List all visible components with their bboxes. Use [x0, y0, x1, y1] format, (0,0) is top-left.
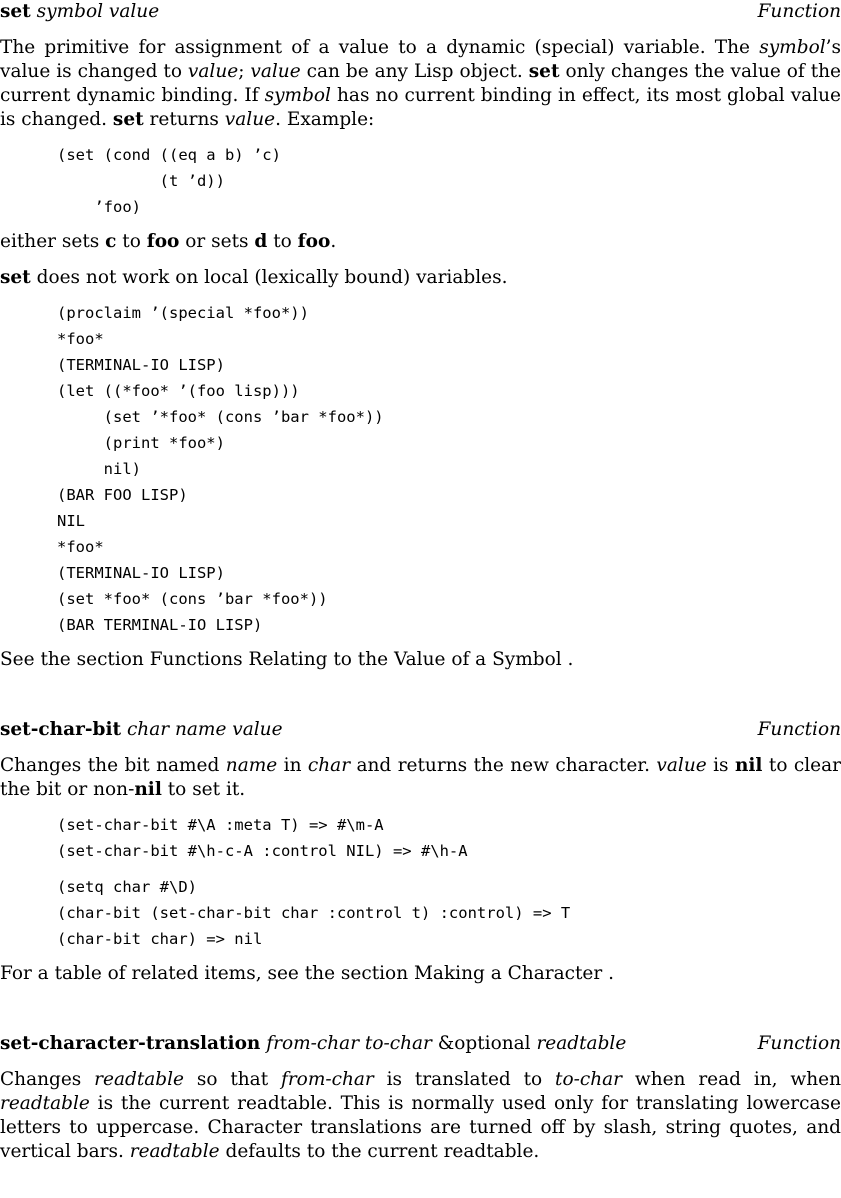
- text-run: defaults to the current readtable.: [219, 1141, 540, 1162]
- text-run: in: [277, 755, 308, 776]
- italic-term: value: [224, 109, 276, 130]
- function-args: char name value: [126, 719, 283, 740]
- function-args: [266, 1033, 626, 1054]
- code-example: (proclaim ’(special *foo*)) *foo* (TERMINAL-IO LISP) (let ((*foo* ’(foo lisp))) (set ’*foo* (cons ’bar *foo*)) (print *foo*) nil) (BAR FOO LISP) NIL *foo* (TERMINAL-IO LISP) (set *foo* (cons ’bar *foo*)) (BAR TERMINAL-IO LISP): [57, 304, 384, 634]
- entry-kind: Function: [757, 719, 841, 740]
- entry-set-char-bit: [0, 718, 841, 986]
- italic-term: to-char: [555, 1069, 623, 1090]
- italic-term: name: [225, 755, 278, 776]
- text-run: is the current readtable. This is normally used only for translating lowercase letters to uppercase. Character translations are turned off by slash, string quotes, and vertical bars.: [0, 1093, 841, 1162]
- italic-term: value: [656, 755, 707, 776]
- italic-term: from-char to-char: [266, 1033, 432, 1054]
- text-run: either sets: [0, 231, 106, 252]
- text-run: &optional: [431, 1033, 537, 1054]
- text-run: is translated to: [373, 1069, 556, 1090]
- function-args: symbol value: [36, 1, 160, 22]
- text-run: returns: [143, 109, 225, 130]
- entry-heading: [0, 1032, 841, 1056]
- bold-term: foo: [297, 231, 331, 252]
- code-example: (set (cond ((eq a b) ’c) (t ’d)) ’foo): [57, 146, 281, 216]
- bold-term: set: [112, 109, 144, 130]
- description-paragraph: [0, 1068, 841, 1164]
- italic-term: symbol: [264, 85, 331, 106]
- code-example: (setq char #\D) (char-bit (set-char-bit char :control t) :control) => T (char-bit char) => nil: [57, 878, 571, 948]
- italic-term: readtable: [536, 1033, 627, 1054]
- bold-term: c: [105, 231, 117, 252]
- description-paragraph: [0, 230, 841, 254]
- bold-term: d: [254, 231, 268, 252]
- description-paragraph: [0, 266, 841, 290]
- entry-signature: [0, 0, 159, 24]
- code-example: (set-char-bit #\A :meta T) => #\m-A (set-char-bit #\h-c-A :control NIL) => #\h-A: [57, 816, 468, 860]
- text-run: ’s value is changed to: [0, 37, 841, 82]
- text-run: to: [116, 231, 147, 252]
- text-run: is: [706, 755, 735, 776]
- italic-term: readtable: [0, 1093, 90, 1114]
- bold-term: set: [528, 61, 560, 82]
- entry-heading: [0, 718, 841, 742]
- text-run: to set it.: [161, 779, 246, 800]
- text-run: .: [330, 231, 337, 252]
- entry-set-character-translation: [0, 1032, 841, 1164]
- entry-signature: [0, 718, 283, 742]
- description-paragraph: [0, 36, 841, 132]
- italic-term: value: [250, 61, 301, 82]
- text-run: so that: [184, 1069, 281, 1090]
- bold-term: nil: [134, 779, 162, 800]
- entry-kind: Function: [757, 1, 841, 22]
- italic-term: readtable: [94, 1069, 184, 1090]
- bold-term: set: [0, 267, 31, 288]
- function-name: set: [0, 1, 31, 22]
- bold-term: foo: [146, 231, 180, 252]
- see-also-paragraph: See the section Functions Relating to the Value of a Symbol .: [0, 649, 574, 670]
- text-run: and returns the new character.: [350, 755, 657, 776]
- italic-term: readtable: [129, 1141, 220, 1162]
- text-run: can be any Lisp object.: [300, 61, 529, 82]
- entry-signature: [0, 1032, 626, 1056]
- function-name: set-character-translation: [0, 1033, 261, 1054]
- text-run: does not work on local (lexically bound) variables.: [30, 267, 508, 288]
- function-name: set-char-bit: [0, 719, 122, 740]
- text-run: only changes the value of the current dynamic binding. If: [0, 61, 841, 106]
- text-run: has no current binding in effect, its most global value is changed.: [0, 85, 841, 130]
- italic-term: symbol: [759, 37, 826, 58]
- text-run: to clear the bit or non-: [0, 755, 841, 800]
- entry-heading: [0, 0, 841, 24]
- description-paragraph: [0, 754, 841, 802]
- text-run: The primitive for assignment of a value to a dynamic (special) variable. The: [0, 37, 760, 58]
- text-run: Changes: [0, 1069, 95, 1090]
- text-run: or sets: [179, 231, 255, 252]
- text-run: ;: [238, 61, 251, 82]
- entry-kind: Function: [757, 1033, 841, 1054]
- text-run: . Example:: [275, 109, 375, 130]
- bold-term: nil: [734, 755, 763, 776]
- text-run: Changes the bit named: [0, 755, 226, 776]
- italic-term: char: [307, 755, 351, 776]
- italic-term: from-char: [280, 1069, 374, 1090]
- italic-term: value: [187, 61, 239, 82]
- see-also-paragraph: For a table of related items, see the section Making a Character .: [0, 963, 614, 984]
- text-run: when read in, when: [622, 1069, 841, 1090]
- text-run: to: [267, 231, 298, 252]
